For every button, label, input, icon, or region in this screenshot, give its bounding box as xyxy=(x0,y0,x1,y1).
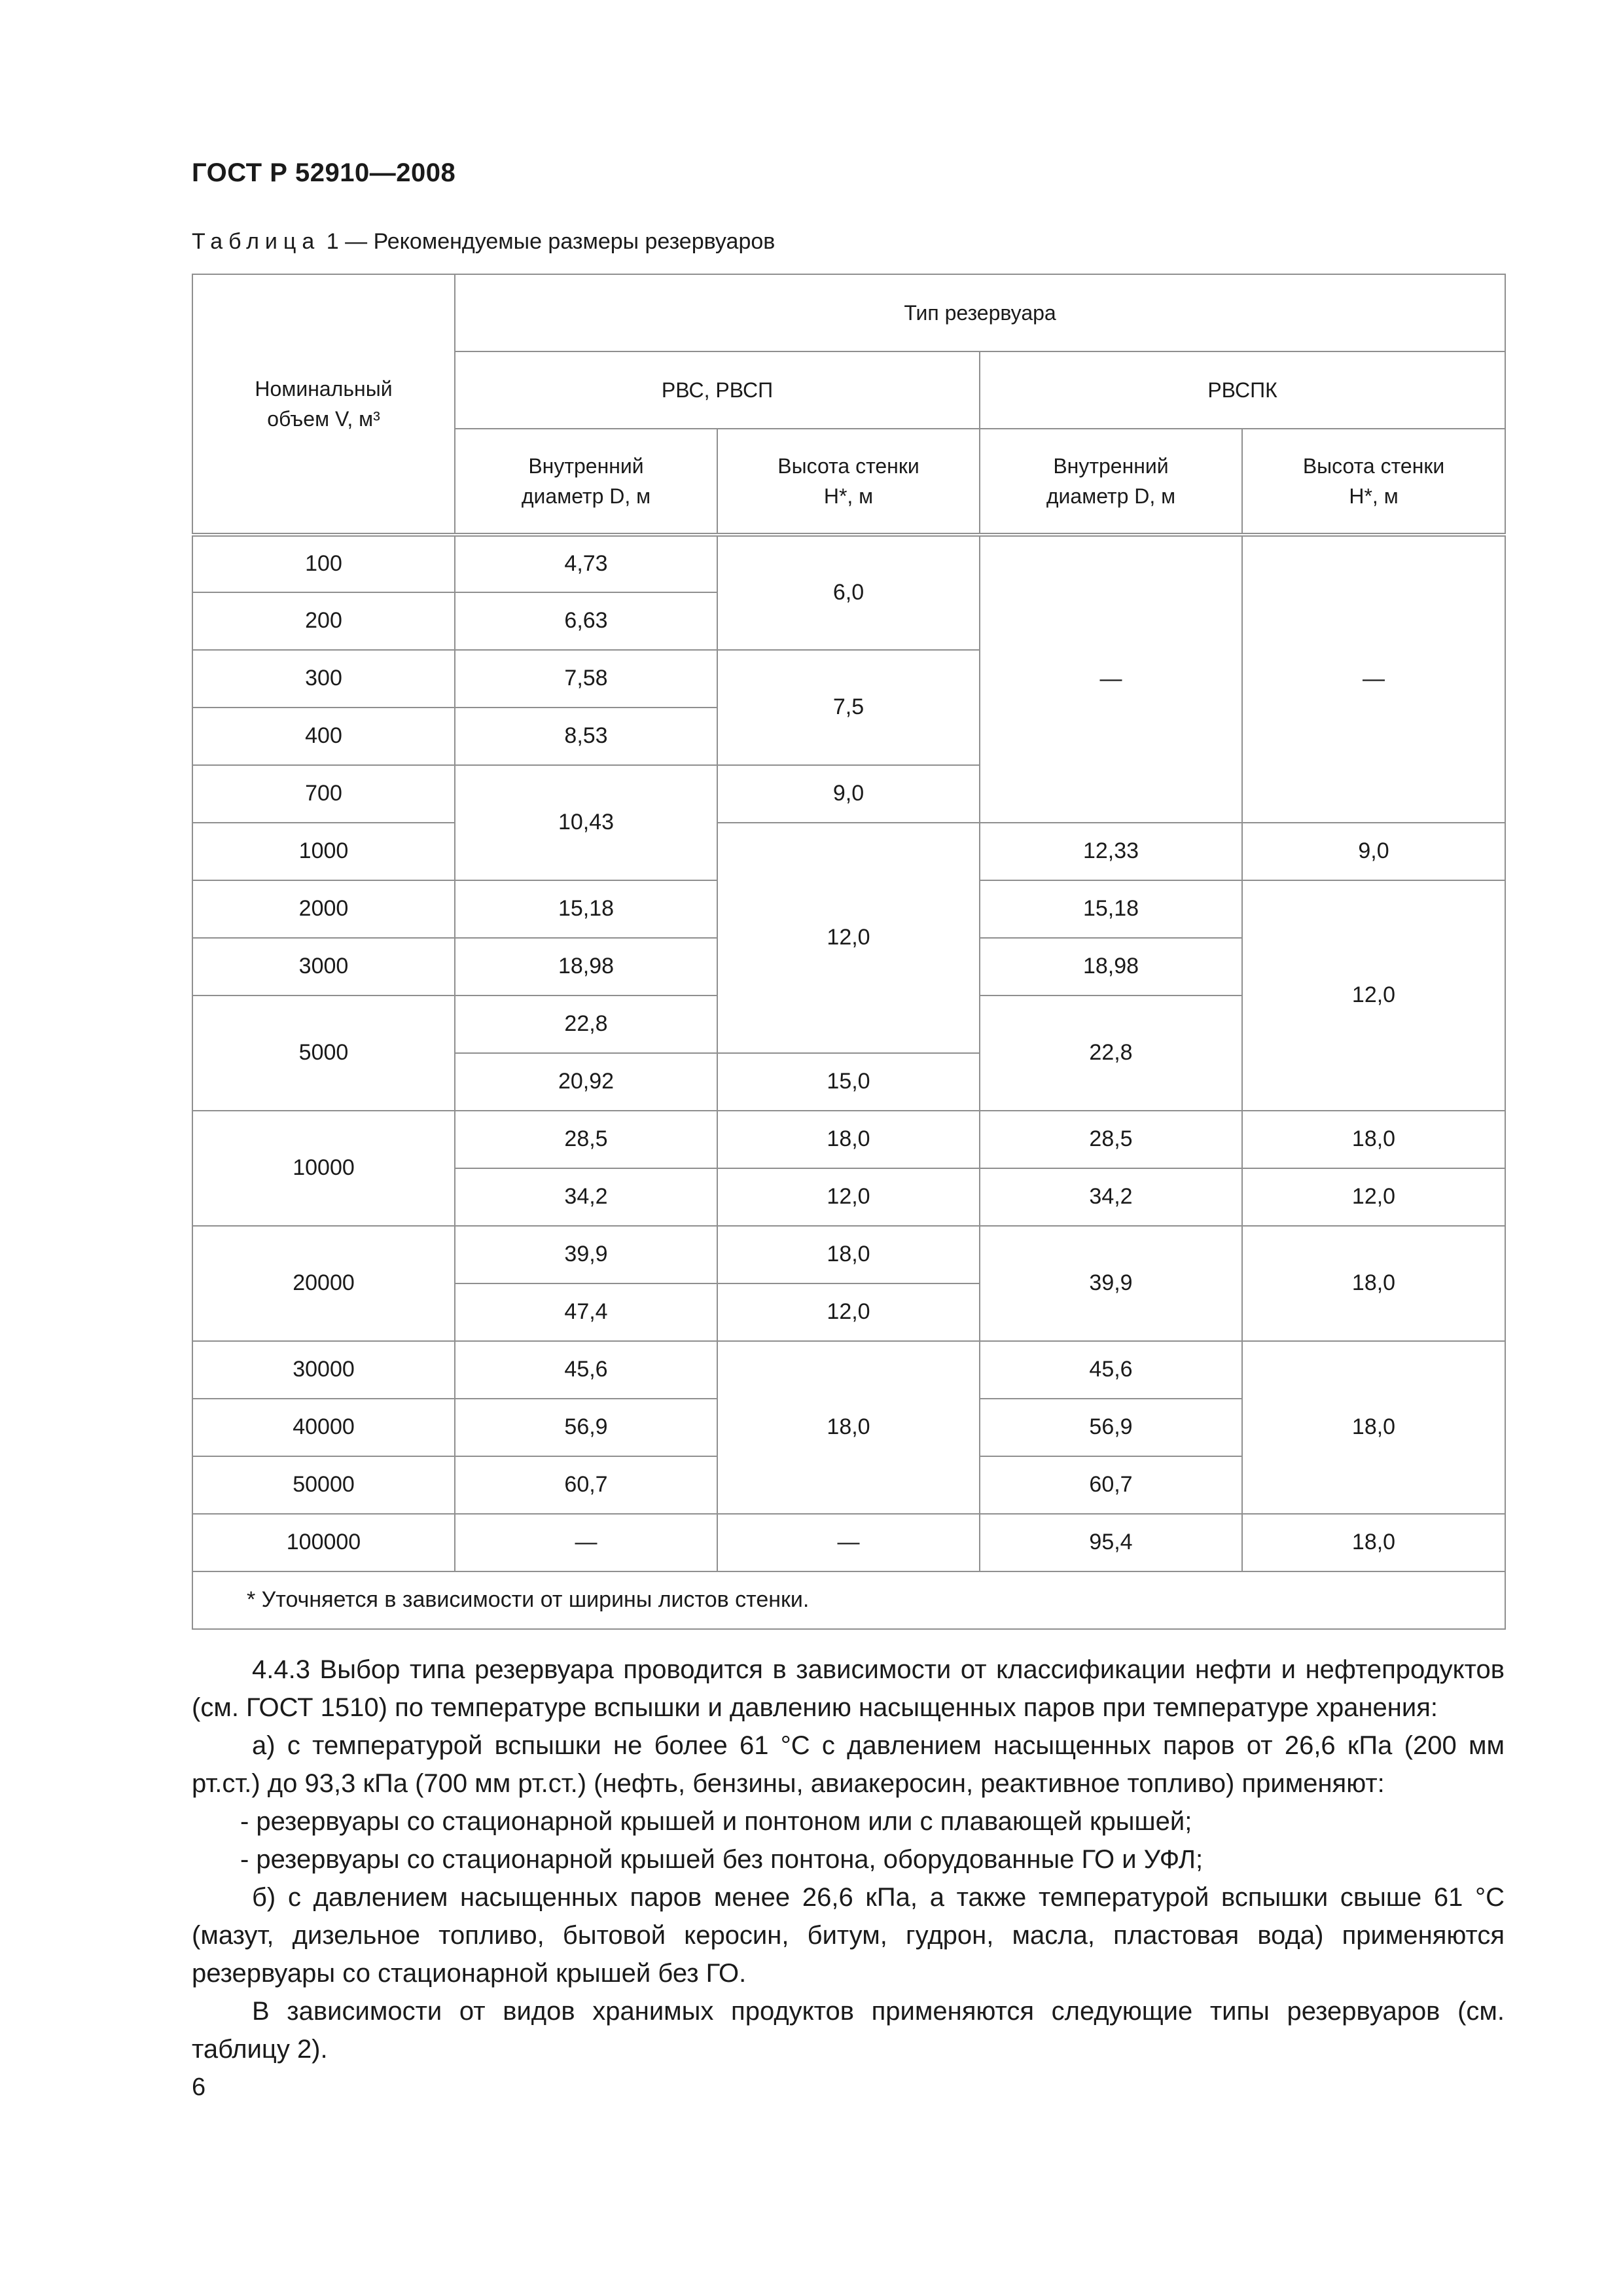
cell-height: 6,0 xyxy=(717,535,980,650)
cell-volume: 5000 xyxy=(192,996,455,1111)
cell-volume: 30000 xyxy=(192,1341,455,1399)
paragraph-b: б) с давлением насыщенных паров менее 26,6 кПа, а также температурой вспышки свыше 61 °С (мазут, дизельное топливо, бытовой керосин, битум, гудрон, масла, пластовая вода) применяются резервуары со стационарной крышей без ГО. xyxy=(192,1883,1505,1988)
cell-height: 12,0 xyxy=(1242,1168,1505,1226)
cell-diameter: 22,8 xyxy=(455,996,717,1053)
header-inner-diameter: Внутренний диаметр D, м xyxy=(455,429,717,535)
cell-diameter: 15,18 xyxy=(455,880,717,938)
cell-height: — xyxy=(717,1514,980,1571)
header-wall-height: Высота стенки H*, м xyxy=(1242,429,1505,535)
cell-diameter: 10,43 xyxy=(455,765,717,880)
page-number: 6 xyxy=(192,2073,206,2101)
cell-height: 18,0 xyxy=(1242,1226,1505,1341)
list-item: - резервуары со стационарной крышей и понтоном или с плавающей крышей; xyxy=(240,1807,1192,1836)
cell-volume: 2000 xyxy=(192,880,455,938)
cell-volume: 700 xyxy=(192,765,455,823)
cell-height: 15,0 xyxy=(717,1053,980,1111)
cell-diameter: 47,4 xyxy=(455,1283,717,1341)
header-inner-diameter: Внутренний диаметр D, м xyxy=(980,429,1242,535)
cell-diameter: 56,9 xyxy=(455,1399,717,1456)
cell-diameter: 18,98 xyxy=(455,938,717,996)
cell-height: 18,0 xyxy=(717,1341,980,1514)
cell-height: 12,0 xyxy=(1242,880,1505,1111)
cell-volume: 300 xyxy=(192,650,455,708)
cell-volume: 200 xyxy=(192,592,455,650)
cell-diameter: 95,4 xyxy=(980,1514,1242,1571)
cell-height: 18,0 xyxy=(1242,1514,1505,1571)
cell-diameter: — xyxy=(455,1514,717,1571)
cell-volume: 100000 xyxy=(192,1514,455,1571)
table-caption-title: 1 — Рекомендуемые размеры резервуаров xyxy=(326,229,776,254)
cell-height: 12,0 xyxy=(717,823,980,1053)
cell-diameter: 28,5 xyxy=(455,1111,717,1168)
cell-height: 18,0 xyxy=(1242,1341,1505,1514)
cell-diameter: 34,2 xyxy=(980,1168,1242,1226)
cell-diameter: 4,73 xyxy=(455,535,717,592)
cell-volume: 3000 xyxy=(192,938,455,996)
cell-volume: 1000 xyxy=(192,823,455,880)
cell-diameter: 45,6 xyxy=(455,1341,717,1399)
table-caption xyxy=(192,229,775,255)
paragraph-4-4-3: 4.4.3 Выбор типа резервуара проводится в зависимости от классификации нефти и нефтепродуктов (см. ГОСТ 1510) по температуре вспышки и давлению насыщенных паров при температуре хранения: xyxy=(192,1655,1505,1722)
cell-volume: 400 xyxy=(192,708,455,765)
cell-height: 9,0 xyxy=(1242,823,1505,880)
cell-diameter: 20,92 xyxy=(455,1053,717,1111)
cell-diameter: 6,63 xyxy=(455,592,717,650)
header-rvspk: РВСПК xyxy=(980,351,1505,429)
cell-volume: 100 xyxy=(192,535,455,592)
header-tank-type: Тип резервуара xyxy=(455,274,1505,351)
cell-diameter: 22,8 xyxy=(980,996,1242,1111)
cell-diameter: 12,33 xyxy=(980,823,1242,880)
cell-diameter: 34,2 xyxy=(455,1168,717,1226)
cell-diameter: 60,7 xyxy=(455,1456,717,1514)
cell-diameter: 39,9 xyxy=(980,1226,1242,1341)
cell-volume: 40000 xyxy=(192,1399,455,1456)
cell-height: — xyxy=(1242,535,1505,823)
cell-height: 18,0 xyxy=(717,1111,980,1168)
cell-diameter: 60,7 xyxy=(980,1456,1242,1514)
header-wall-height: Высота стенки H*, м xyxy=(717,429,980,535)
tank-sizes-table xyxy=(192,274,1506,1630)
cell-diameter: 15,18 xyxy=(980,880,1242,938)
cell-volume: 10000 xyxy=(192,1111,455,1226)
paragraph-tank-types: В зависимости от видов хранимых продуктов применяются следующие типы резервуаров (см. таблицу 2). xyxy=(192,1997,1505,2064)
paragraph-a: а) с температурой вспышки не более 61 °С с давлением насыщенных паров от 26,6 кПа (200 мм рт.ст.) до 93,3 кПа (700 мм рт.ст.) (нефть, бензины, авиакеросин, реактивное топливо) применяют: xyxy=(192,1731,1505,1798)
cell-diameter: 56,9 xyxy=(980,1399,1242,1456)
cell-diameter: 18,98 xyxy=(980,938,1242,996)
cell-diameter: — xyxy=(980,535,1242,823)
cell-diameter: 7,58 xyxy=(455,650,717,708)
cell-diameter: 39,9 xyxy=(455,1226,717,1283)
header-nominal-volume: Номинальный объем V, м³ xyxy=(192,274,455,535)
header-rvs-rvsp: РВС, РВСП xyxy=(455,351,980,429)
cell-height: 18,0 xyxy=(1242,1111,1505,1168)
cell-diameter: 28,5 xyxy=(980,1111,1242,1168)
cell-height: 7,5 xyxy=(717,650,980,765)
cell-height: 12,0 xyxy=(717,1168,980,1226)
table-caption-word: Таблица xyxy=(192,229,321,254)
document-header: ГОСТ Р 52910—2008 xyxy=(192,158,456,187)
cell-height: 9,0 xyxy=(717,765,980,823)
list-item: - резервуары со стационарной крышей без понтона, оборудованные ГО и УФЛ; xyxy=(240,1845,1204,1874)
cell-diameter: 8,53 xyxy=(455,708,717,765)
cell-height: 12,0 xyxy=(717,1283,980,1341)
cell-volume: 50000 xyxy=(192,1456,455,1514)
cell-volume: 20000 xyxy=(192,1226,455,1341)
body-text xyxy=(192,1651,1505,2068)
table-footnote: * Уточняется в зависимости от ширины листов стенки. xyxy=(192,1571,1505,1629)
cell-diameter: 45,6 xyxy=(980,1341,1242,1399)
cell-height: 18,0 xyxy=(717,1226,980,1283)
